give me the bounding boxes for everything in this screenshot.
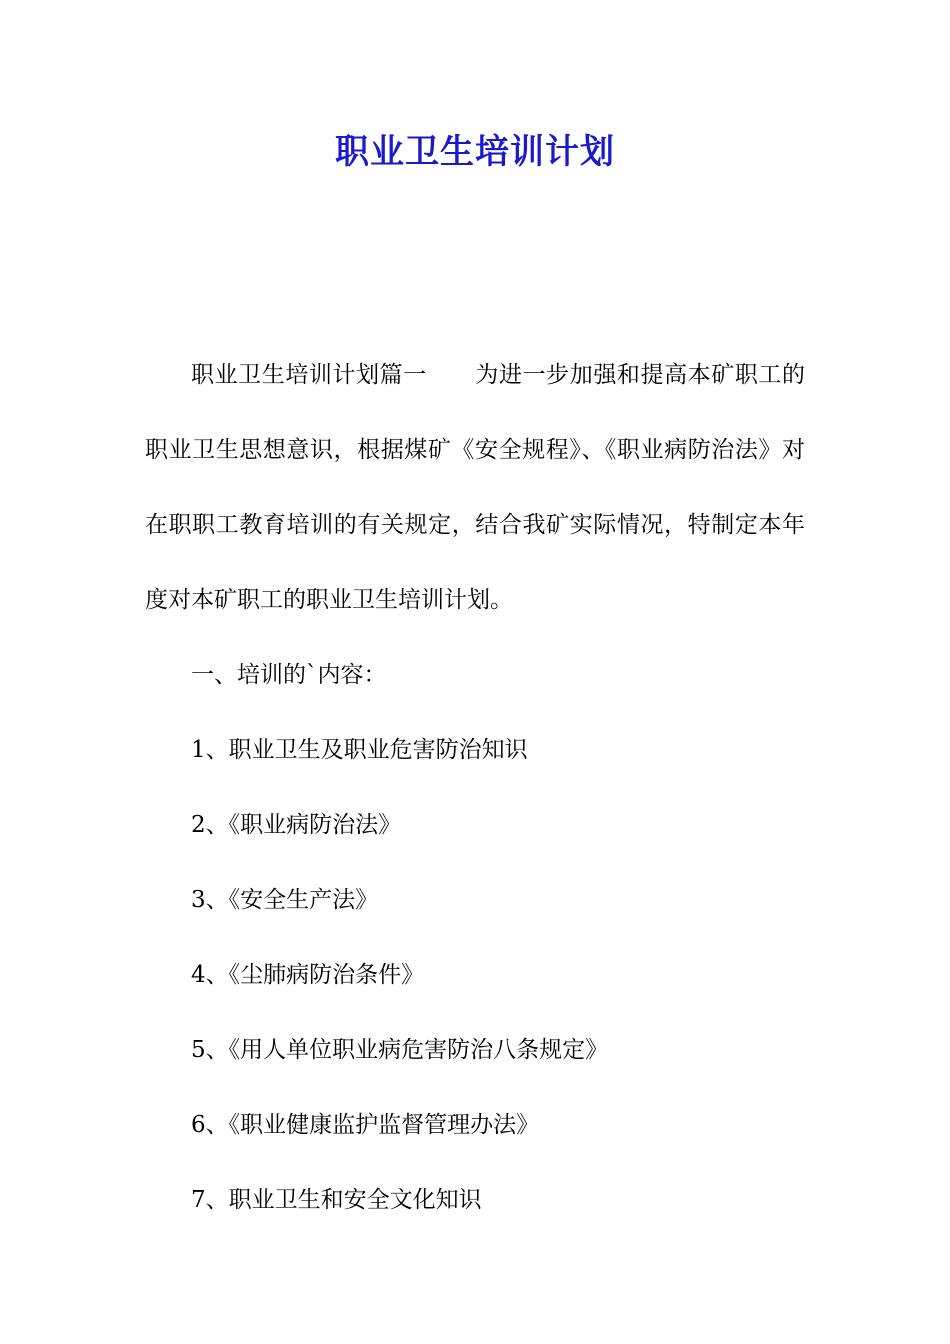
list-item: 3、《安全生产法》 xyxy=(191,887,379,913)
list-item: 7、职业卫生和安全文化知识 xyxy=(191,1187,482,1213)
document-body xyxy=(145,338,805,1238)
section-heading: 一、培训的`内容： xyxy=(191,662,387,688)
list-item: 4、《尘肺病防治条件》 xyxy=(191,962,425,988)
list-item: 5、《用人单位职业病危害防治八条规定》 xyxy=(191,1037,609,1063)
intro-paragraph xyxy=(145,338,805,638)
list-item: 2、《职业病防治法》 xyxy=(191,812,402,838)
document-title: 职业卫生培训计划 xyxy=(335,132,615,172)
intro-text: 为进一步加强和提高本矿职工的职业卫生思想意识，根据煤矿《安全规程》、《职业病防治法》对在职职工教育培训的有关规定，结合我矿实际情况，特制定本年度对本矿职工的职业卫生培训计划。 xyxy=(145,362,806,613)
list-item: 1、职业卫生及职业危害防治知识 xyxy=(191,737,528,763)
intro-heading: 职业卫生培训计划篇一 xyxy=(191,362,427,388)
list-item: 6、《职业健康监护监督管理办法》 xyxy=(191,1112,540,1138)
